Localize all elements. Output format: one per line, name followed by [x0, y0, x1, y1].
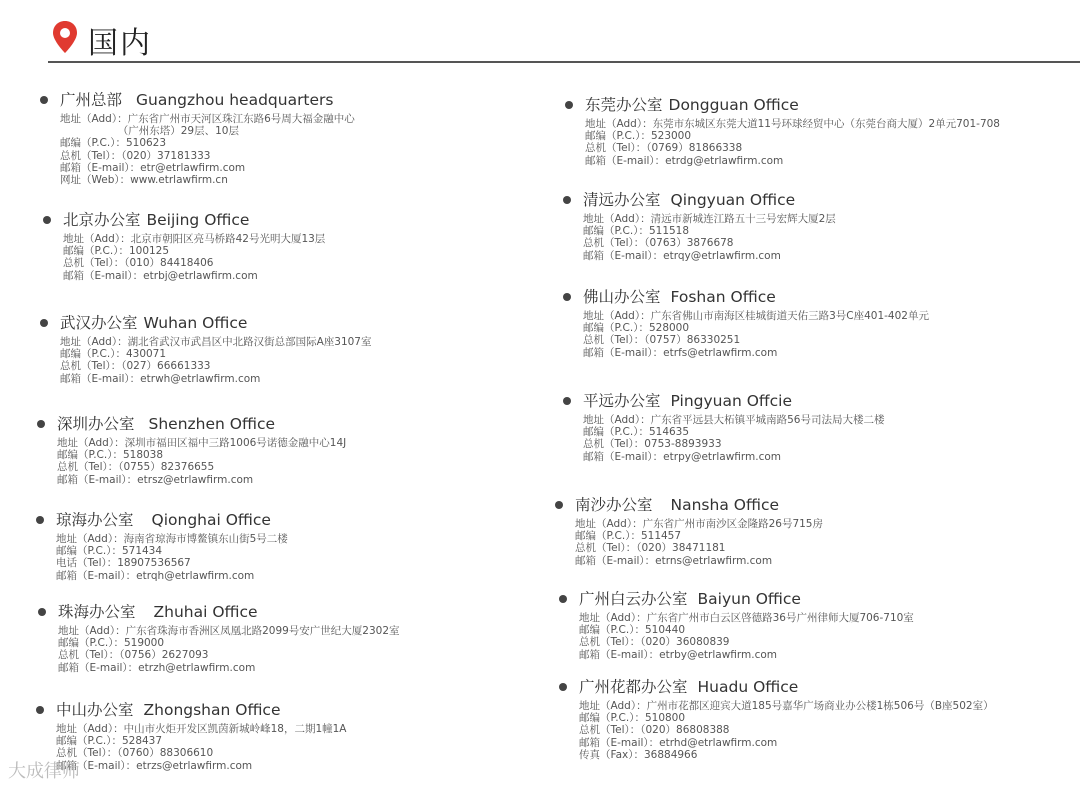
office-name-cn: 深圳办公室: [57, 415, 135, 433]
office-details: [60, 336, 371, 385]
detail-line: 地址（Add）：广东省广州市白云区啓德路36号广州律师大厦706-710室: [579, 612, 914, 624]
detail-line: 总机（Tel）：（0756）2627093: [58, 649, 209, 662]
office-details: [579, 612, 914, 661]
office-name-cn: 广州花都办公室: [579, 678, 688, 696]
office-name: [579, 589, 914, 609]
detail-line: 网址（Web）：www.etrlawfirm.cn: [60, 174, 228, 187]
office-beijing: [63, 210, 325, 282]
office-name-en: Shenzhen Office: [148, 415, 276, 433]
detail-line: 邮编（P.C.）：511518: [583, 225, 690, 238]
office-details: [583, 310, 929, 359]
detail-line: 地址（Add）：广东省佛山市南海区桂城街道天佑三路3号C座401-402单元: [583, 310, 929, 322]
office-name-en: Qionghai Office: [151, 511, 271, 529]
office-shenzhen: [57, 414, 346, 486]
watermark: 大成律师: [8, 761, 80, 782]
detail-line: 邮箱（E-mail）：etrzh@etrlawfirm.com: [58, 661, 256, 674]
office-name-cn: 琼海办公室: [56, 511, 134, 529]
office-name-cn: 清远办公室: [583, 191, 661, 209]
office-name-en: Zhuhai Office: [153, 603, 258, 621]
office-name-cn: 广州总部: [60, 91, 123, 109]
detail-line: 邮编（P.C.）：514635: [583, 426, 690, 439]
office-pingyuan: [583, 391, 884, 463]
office-name-cn: 广州白云办公室: [579, 590, 688, 608]
detail-line: 总机（Tel）：（027）66661333: [60, 360, 211, 373]
office-name-en: Foshan Office: [670, 288, 776, 306]
detail-line: 邮编（P.C.）：510623: [60, 137, 167, 150]
office-name-cn: 佛山办公室: [583, 288, 661, 306]
bullet-icon: [40, 319, 48, 327]
office-details: [57, 437, 346, 486]
detail-line: 邮箱（E-mail）：etrsz@etrlawfirm.com: [57, 473, 254, 486]
detail-line: 地址（Add）：湖北省武汉市武昌区中北路汉街总部国际A座3107室: [60, 336, 372, 348]
detail-line: 地址（Add）：广东省平远县大柘镇平城南路56号司法局大楼二楼: [583, 414, 885, 426]
detail-line: 地址（Add）：中山市火炬开发区凯茵新城岭峰18，二期1幢1A: [56, 723, 347, 735]
detail-line: 邮箱（E-mail）：etrwh@etrlawfirm.com: [60, 372, 261, 385]
detail-line: 总机（Tel）：（0769）81866338: [585, 142, 743, 155]
office-details: [56, 533, 288, 582]
bullet-icon: [36, 706, 44, 714]
bullet-icon: [559, 683, 567, 691]
detail-line: 邮编（P.C.）：510800: [579, 712, 686, 725]
detail-line: 邮编（P.C.）：430071: [60, 348, 167, 361]
header-divider: [48, 61, 1080, 63]
detail-line: 地址（Add）：深圳市福田区福中三路1006号诺德金融中心14J: [57, 437, 347, 449]
office-name-en: Guangzhou headquarters: [136, 91, 334, 109]
detail-line: 邮箱（E-mail）：etrqh@etrlawfirm.com: [56, 569, 255, 582]
detail-line: 总机（Tel）：0753-8893933: [583, 438, 722, 451]
office-name: [57, 414, 346, 434]
office-name-cn: 中山办公室: [56, 701, 134, 719]
bullet-icon: [563, 196, 571, 204]
detail-line: 传真（Fax）：36884966: [579, 748, 698, 761]
office-dongguan: [585, 95, 1000, 167]
office-details: [56, 723, 346, 772]
detail-line: （广州东塔）29层、10层: [60, 125, 239, 138]
office-name-cn: 珠海办公室: [58, 603, 136, 621]
detail-line: 邮箱（E-mail）：etrfs@etrlawfirm.com: [583, 346, 778, 359]
detail-line: 邮箱（E-mail）：etrhd@etrlawfirm.com: [579, 736, 778, 749]
office-name-en: Nansha Office: [670, 496, 780, 514]
detail-line: 地址（Add）：北京市朝阳区亮马桥路42号光明大厦13层: [63, 233, 326, 245]
detail-line: 总机（Tel）：（010）84418406: [63, 257, 214, 270]
office-name-cn: 南沙办公室: [575, 496, 653, 514]
bullet-icon: [563, 397, 571, 405]
office-foshan: [583, 287, 929, 359]
office-name: [60, 313, 371, 333]
detail-line: 邮箱（E-mail）：etrbj@etrlawfirm.com: [63, 269, 258, 282]
office-details: [60, 113, 355, 186]
detail-line: 地址（Add）：广东省广州市天河区珠江东路6号周大福金融中心: [60, 113, 355, 125]
detail-line: 地址（Add）：清远市新城连江路五十三号宏辉大厦2层: [583, 213, 836, 225]
office-details: [575, 518, 823, 567]
office-zhuhai: [58, 602, 400, 674]
office-name-en: Beijing Office: [146, 211, 250, 229]
office-name-en: Dongguan Office: [668, 96, 799, 114]
office-name: [583, 391, 884, 411]
office-nansha: [575, 495, 823, 567]
office-name-en: Baiyun Office: [697, 590, 801, 608]
bullet-icon: [43, 216, 51, 224]
bullet-icon: [555, 501, 563, 509]
detail-line: 地址（Add）：广东省广州市南沙区金隆路26号715房: [575, 518, 823, 530]
detail-line: 地址（Add）：东莞市东城区东莞大道11号环球经贸中心（东莞台商大厦）2单元701-708: [585, 118, 1000, 130]
detail-line: 总机（Tel）：（020）38471181: [575, 542, 726, 555]
detail-line: 邮编（P.C.）：571434: [56, 545, 163, 558]
office-name-en: Pingyuan Offcie: [670, 392, 792, 410]
detail-line: 邮箱（E-mail）：etrns@etrlawfirm.com: [575, 554, 773, 567]
bullet-icon: [38, 608, 46, 616]
office-name-en: Huadu Office: [697, 678, 799, 696]
office-name: [583, 190, 836, 210]
detail-line: 邮箱（E-mail）：etrqy@etrlawfirm.com: [583, 249, 781, 262]
office-qionghai: [56, 510, 288, 582]
detail-line: 邮编（P.C.）：528437: [56, 735, 163, 748]
office-name-cn: 武汉办公室: [60, 314, 138, 332]
office-name-cn: 东莞办公室: [585, 96, 663, 114]
office-name-en: Wuhan Office: [143, 314, 248, 332]
office-wuhan: [60, 313, 371, 385]
office-name: [60, 90, 355, 110]
office-name: [56, 510, 288, 530]
detail-line: 邮箱（E-mail）：etr@etrlawfirm.com: [60, 161, 246, 174]
bullet-icon: [565, 101, 573, 109]
office-name: [585, 95, 1000, 115]
office-details: [58, 625, 400, 674]
office-guangzhou: [60, 90, 355, 186]
detail-line: 邮箱（E-mail）：etrby@etrlawfirm.com: [579, 648, 778, 661]
bullet-icon: [37, 420, 45, 428]
bullet-icon: [563, 293, 571, 301]
detail-line: 总机（Tel）：（0757）86330251: [583, 334, 741, 347]
office-details: [579, 700, 994, 761]
detail-line: 邮箱（E-mail）：etrzs@etrlawfirm.com: [56, 759, 253, 772]
page-header: [0, 0, 1080, 66]
detail-line: 总机（Tel）：（020）86808388: [579, 724, 730, 737]
office-details: [583, 213, 836, 262]
bullet-icon: [40, 96, 48, 104]
office-qingyuan: [583, 190, 836, 262]
location-pin-icon: [52, 20, 78, 54]
detail-line: 邮箱（E-mail）：etrpy@etrlawfirm.com: [583, 450, 782, 463]
office-baiyun: [579, 589, 914, 661]
office-name: [579, 677, 994, 697]
detail-line: 地址（Add）：海南省琼海市博鳌镇东山街5号二楼: [56, 533, 288, 545]
detail-line: 地址（Add）：广州市花都区迎宾大道185号嘉华广场商业办公楼1栋506号（B座502室）: [579, 700, 994, 712]
detail-line: 电话（Tel）：18907536567: [56, 557, 191, 570]
office-name: [575, 495, 823, 515]
detail-line: 总机（Tel）：（0763）3876678: [583, 237, 734, 250]
detail-line: 总机（Tel）：（0760）88306610: [56, 747, 214, 760]
detail-line: 邮编（P.C.）：523000: [585, 130, 692, 143]
office-details: [63, 233, 325, 282]
detail-line: 邮箱（E-mail）：etrdg@etrlawfirm.com: [585, 154, 784, 167]
detail-line: 邮编（P.C.）：100125: [63, 245, 170, 258]
office-name-cn: 平远办公室: [583, 392, 661, 410]
bullet-icon: [36, 516, 44, 524]
bullet-icon: [559, 595, 567, 603]
office-name: [56, 700, 346, 720]
office-zhongshan: [56, 700, 346, 772]
office-name-cn: 北京办公室: [63, 211, 141, 229]
office-name-en: Zhongshan Office: [143, 701, 281, 719]
detail-line: 总机（Tel）：（0755）82376655: [57, 461, 215, 474]
page-title: 国内: [88, 26, 152, 61]
detail-line: 地址（Add）：广东省珠海市香洲区凤凰北路2099号安广世纪大厦2302室: [58, 625, 400, 637]
detail-line: 邮编（P.C.）：519000: [58, 637, 165, 650]
detail-line: 邮编（P.C.）：510440: [579, 624, 686, 637]
office-name: [58, 602, 400, 622]
detail-line: 总机（Tel）：（020）37181333: [60, 149, 211, 162]
detail-line: 邮编（P.C.）：511457: [575, 530, 682, 543]
office-details: [583, 414, 884, 463]
office-name: [583, 287, 929, 307]
office-huadu: [579, 677, 994, 761]
detail-line: 邮编（P.C.）：518038: [57, 449, 164, 462]
detail-line: 邮编（P.C.）：528000: [583, 322, 690, 335]
detail-line: 总机（Tel）：（020）36080839: [579, 636, 730, 649]
office-name: [63, 210, 325, 230]
office-name-en: Qingyuan Office: [670, 191, 796, 209]
office-details: [585, 118, 1000, 167]
